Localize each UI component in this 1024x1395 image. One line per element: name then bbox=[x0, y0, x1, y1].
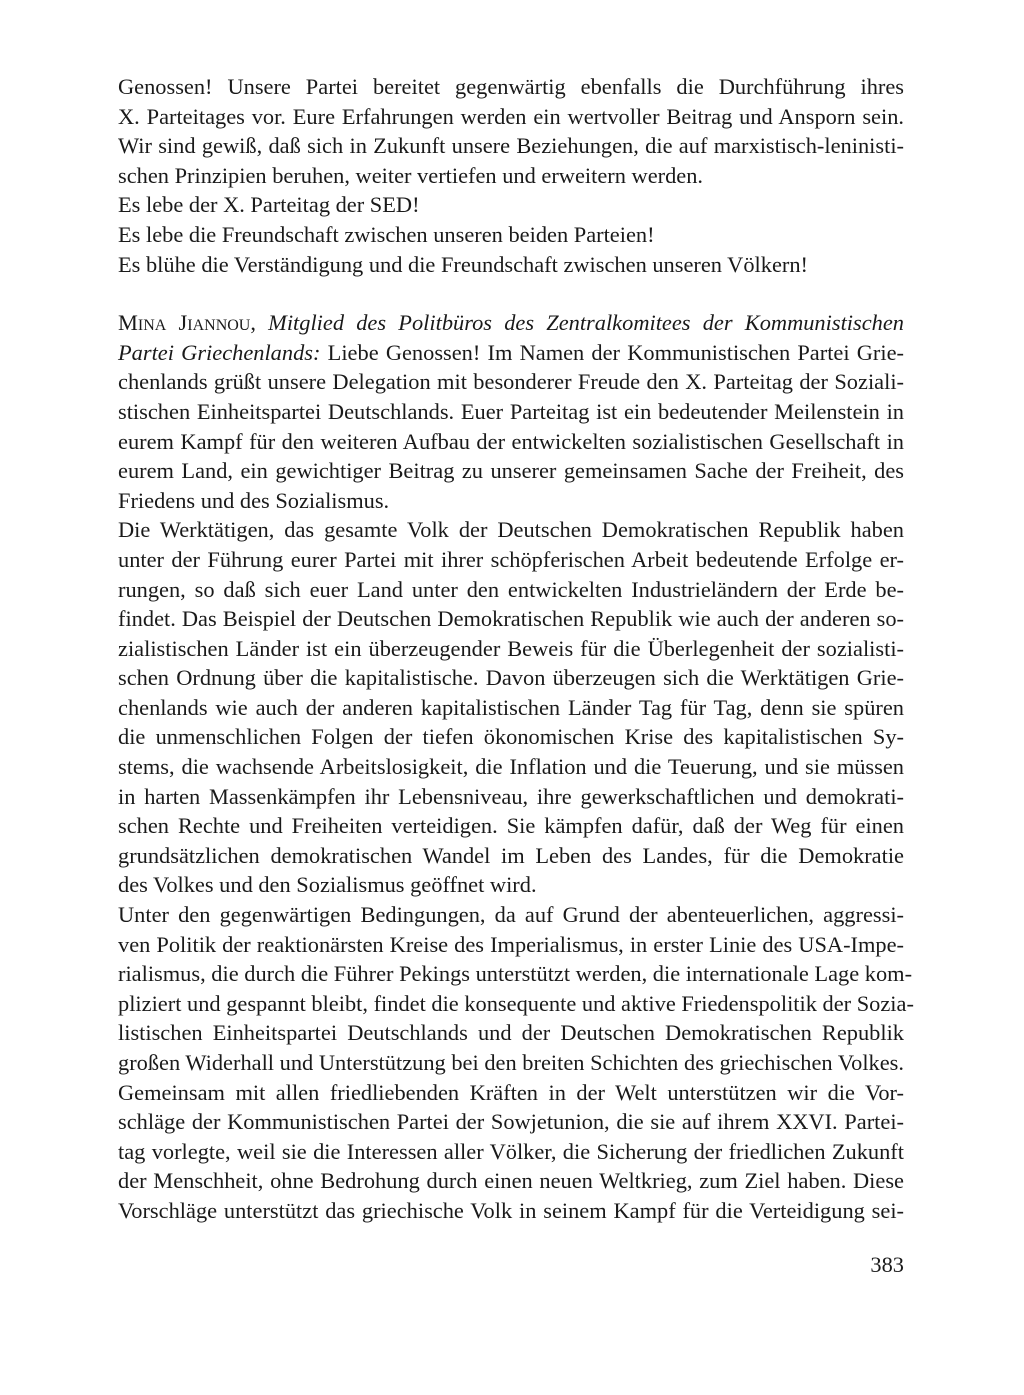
text-line: rungen, so daß sich euer Land unter den entwickelten Industrieländern der Erde be- bbox=[118, 576, 904, 602]
speech-text: Liebe Genossen! Im Namen der Kommunistischen Partei Grie- bbox=[327, 339, 904, 365]
speech-paragraph-1 bbox=[118, 308, 904, 515]
text-line: grundsätzlichen demokratischen Wandel im Leben des Landes, für die Demokratie bbox=[118, 842, 904, 868]
text-line: stems, die wachsende Arbeitslosigkeit, die Inflation und die Teuerung, und sie müssen bbox=[118, 754, 904, 780]
text-line: chenlands grüßt unsere Delegation mit besonderer Freude den X. Parteitag der Soziali- bbox=[118, 369, 904, 395]
text-line: schen Ordnung über die kapitalistische. Davon überzeugen sich die Werktätigen Grie- bbox=[118, 665, 904, 691]
text-line: in harten Massenkämpfen ihr Lebensniveau, ihre gewerkschaftlichen und demokrati- bbox=[118, 783, 904, 809]
text-line: X. Parteitages vor. Eure Erfahrungen werden ein wertvoller Beitrag und Ansporn sein. bbox=[118, 103, 904, 129]
section-gap bbox=[118, 279, 904, 308]
text-line: des Volkes und den Sozialismus geöffnet wird. bbox=[118, 872, 537, 898]
text-line: Vorschläge unterstützt das griechische Volk in seinem Kampf für die Verteidigung sei- bbox=[118, 1197, 904, 1223]
speaker-role: Mitglied des Politbüros des Zentralkomitees der Kommunistischen bbox=[268, 310, 904, 336]
text-line: Friedens und des Sozialismus. bbox=[118, 487, 390, 513]
text-line: chenlands wie auch der anderen kapitalistischen Länder Tag für Tag, denn sie spüren bbox=[118, 694, 904, 720]
text-line: schläge der Kommunistischen Partei der Sowjetunion, die sie auf ihrem XXVI. Partei- bbox=[118, 1109, 904, 1135]
text-line: der Menschheit, ohne Bedrohung durch einen neuen Weltkrieg, zum Ziel haben. Diese bbox=[118, 1168, 904, 1194]
text-line: Genossen! Unsere Partei bereitet gegenwärtig ebenfalls die Durchführung ihres bbox=[118, 74, 904, 99]
slogan-line: Es blühe die Verständigung und die Freundschaft zwischen unseren Völkern! bbox=[118, 251, 809, 277]
speaker-name: Mina Jiannou, bbox=[118, 310, 256, 336]
page-number: 383 bbox=[870, 1252, 904, 1277]
text-line: stischen Einheitspartei Deutschlands. Euer Parteitag ist ein bedeutender Meilenstein in bbox=[118, 398, 904, 424]
text-line: Die Werktätigen, das gesamte Volk der Deutschen Demokratischen Republik haben bbox=[118, 517, 904, 543]
text-line: pliziert und gespannt bleibt, findet die konsequente und aktive Friedenspolitik der Sozia- bbox=[118, 990, 914, 1016]
speaker-role-cont: Partei Griechenlands: bbox=[118, 339, 321, 365]
text-line: ven Politik der reaktionärsten Kreise des Imperialismus, in erster Linie des USA-Impe- bbox=[118, 931, 904, 957]
text-line: listischen Einheitspartei Deutschlands und der Deutschen Demokratischen Republik bbox=[118, 1020, 904, 1046]
text-line: unter der Führung eurer Partei mit ihrer schöpferischen Arbeit bedeutende Erfolge er- bbox=[118, 546, 904, 572]
page-body bbox=[118, 72, 914, 1226]
speaker-line bbox=[118, 338, 904, 368]
text-line: Wir sind gewiß, daß sich in Zukunft unsere Beziehungen, die auf marxistisch-leninisti- bbox=[118, 133, 904, 159]
speech-paragraph-3 bbox=[118, 900, 914, 1078]
opening-paragraph bbox=[118, 72, 904, 190]
text-line: Unter den gegenwärtigen Bedingungen, da auf Grund der abenteuerlichen, aggressi- bbox=[118, 902, 904, 928]
text-line: großen Widerhall und Unterstützung bei den breiten Schichten des griechischen Volkes. bbox=[118, 1050, 904, 1075]
text-line: schen Prinzipien beruhen, weiter vertiefen und erweitern werden. bbox=[118, 162, 704, 188]
slogan-line: Es lebe der X. Parteitag der SED! bbox=[118, 192, 420, 218]
speech-paragraph-2 bbox=[118, 515, 904, 900]
text-line: zialistischen Länder ist ein überzeugender Beweis für die Überlegenheit der sozialisti- bbox=[118, 635, 904, 661]
slogans bbox=[118, 190, 904, 279]
text-line: die unmenschlichen Folgen der tiefen ökonomischen Krise des kapitalistischen Sy- bbox=[118, 724, 904, 750]
text-line: eurem Kampf für den weiteren Aufbau der entwickelten sozialistischen Gesellschaft in bbox=[118, 428, 904, 454]
text-line: rialismus, die durch die Führer Pekings unterstützt werden, die internationale Lage kom- bbox=[118, 961, 913, 987]
slogan-line: Es lebe die Freundschaft zwischen unseren beiden Parteien! bbox=[118, 221, 655, 247]
speech-paragraph-4 bbox=[118, 1078, 904, 1226]
speaker-line bbox=[118, 308, 904, 338]
text-line: eurem Land, ein gewichtiger Beitrag zu unserer gemeinsamen Sache der Freiheit, des bbox=[118, 458, 904, 484]
text-line: findet. Das Beispiel der Deutschen Demokratischen Republik wie auch der anderen so- bbox=[118, 606, 904, 632]
text-line: tag vorlegte, weil sie die Interessen aller Völker, die Sicherung der friedlichen Zukunft bbox=[118, 1138, 904, 1164]
text-line: Gemeinsam mit allen friedliebenden Kräften in der Welt unterstützen wir die Vor- bbox=[118, 1079, 904, 1105]
text-line: schen Rechte und Freiheiten verteidigen. Sie kämpfen dafür, daß der Weg für einen bbox=[118, 813, 904, 839]
